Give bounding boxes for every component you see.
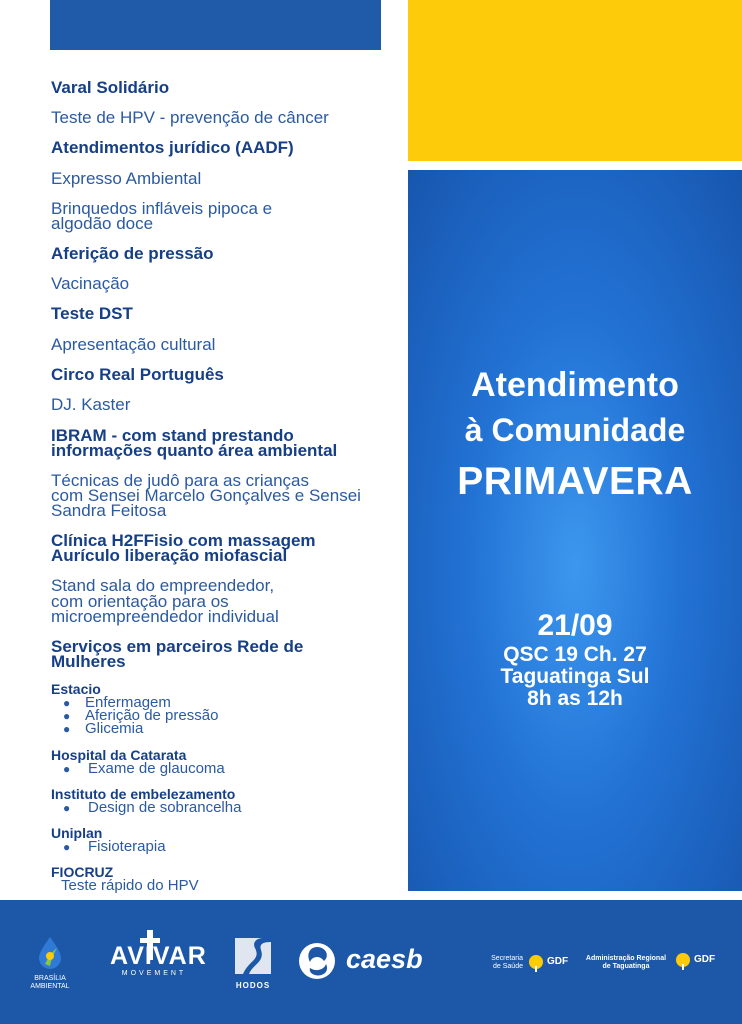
service-item: Serviços em parceiros Rede de xyxy=(51,637,304,656)
partner-estacio: Estacio xyxy=(51,681,101,697)
avivar-text: AVIVAR xyxy=(110,942,207,970)
service-item: Atendimentos jurídico (AADF) xyxy=(51,138,294,157)
secretaria-saude-text xyxy=(478,955,523,971)
service-item: Aurículo liberação miofascial xyxy=(51,546,288,565)
service-item: Stand sala do empreendedor, xyxy=(51,576,275,595)
ipe-tree-icon xyxy=(527,954,545,972)
event-time: 8h as 12h xyxy=(527,687,623,710)
event-date: 21/09 xyxy=(537,609,613,642)
headline-line-3: PRIMAVERA xyxy=(457,460,693,503)
gdf-logo xyxy=(527,952,573,974)
service-item: Apresentação cultural xyxy=(51,335,216,354)
partner-service: Enfermagem xyxy=(85,694,171,711)
service-item: Sandra Feitosa xyxy=(51,501,167,520)
gdf-logo xyxy=(674,950,720,972)
caesb-swirl-icon xyxy=(298,942,336,980)
bullet-icon: ● xyxy=(63,801,71,815)
headline-line-1: Atendimento xyxy=(471,366,679,404)
partner-embelezamento: Instituto de embelezamento xyxy=(51,786,236,802)
bullet-icon: ● xyxy=(63,840,71,854)
service-item: DJ. Kaster xyxy=(51,395,131,414)
brasilia-ambiental-logo xyxy=(28,936,72,991)
gdf-text: GDF xyxy=(694,954,716,965)
sponsor-footer xyxy=(0,900,742,1024)
partner-service: Teste rápido do HPV xyxy=(61,877,199,894)
service-item: com orientação para os xyxy=(51,592,229,611)
caesb-text: caesb xyxy=(346,944,423,974)
partner-uniplan: Uniplan xyxy=(51,825,103,841)
service-item: informações quanto área ambiental xyxy=(51,441,338,460)
secretaria-text: Secretaria xyxy=(491,955,523,962)
service-item: algodão doce xyxy=(51,214,154,233)
bullet-icon: ● xyxy=(63,722,71,736)
movement-text: MOVEMENT xyxy=(121,970,187,977)
service-item: Teste de HPV - prevenção de câncer xyxy=(51,108,329,127)
ipe-tree-icon xyxy=(674,952,692,970)
service-item: Brinquedos infláveis pipoca e xyxy=(51,199,273,218)
service-item: com Sensei Marcelo Gonçalves e Sensei xyxy=(51,486,361,505)
partner-catarata: Hospital da Catarata xyxy=(51,747,187,763)
partner-service: Exame de glaucoma xyxy=(88,760,225,777)
service-item: Teste DST xyxy=(51,304,133,323)
partner-fiocruz: FIOCRUZ xyxy=(51,864,114,880)
service-item: IBRAM - com stand prestando xyxy=(51,426,294,445)
bullet-icon: ● xyxy=(63,762,71,776)
service-item: Técnicas de judô para as crianças xyxy=(51,471,309,490)
service-item: Varal Solidário xyxy=(51,78,170,97)
hodos-logo xyxy=(235,938,271,990)
service-item: Vacinação xyxy=(51,274,130,293)
administracao-regional-text xyxy=(583,955,669,971)
partner-service: Aferição de pressão xyxy=(85,707,219,724)
partner-service: Glicemia xyxy=(85,720,144,737)
yellow-block xyxy=(408,0,742,161)
event-city: Taguatinga Sul xyxy=(500,665,650,688)
gdf-text: GDF xyxy=(547,956,569,967)
partner-service: Fisioterapia xyxy=(88,838,166,855)
saude-text: de Saúde xyxy=(493,963,523,970)
service-item: Circo Real Português xyxy=(51,365,224,384)
administracao-text: Administração Regional xyxy=(585,955,667,962)
taguatinga-text: de Taguatinga xyxy=(602,963,650,970)
hodos-road-icon xyxy=(235,938,271,974)
top-blue-bar xyxy=(50,0,381,50)
event-address: QSC 19 Ch. 27 xyxy=(503,643,647,666)
leaf-drop-icon xyxy=(37,936,63,970)
service-item: Clínica H2FFisio com massagem xyxy=(51,531,316,550)
brasilia-text: BRASÍLIA xyxy=(34,975,66,982)
service-item: Aferição de pressão xyxy=(51,244,214,263)
caesb-logo xyxy=(298,942,423,982)
service-item: microempreendedor individual xyxy=(51,607,279,626)
bullet-icon: ● xyxy=(63,696,71,710)
service-item: Mulheres xyxy=(51,652,126,671)
hodos-text: HODOS xyxy=(235,981,271,990)
bullet-icon: ● xyxy=(63,709,71,723)
headline-line-2: à Comunidade xyxy=(464,412,686,448)
hero-panel xyxy=(408,170,742,891)
partner-service: Design de sobrancelha xyxy=(88,799,242,816)
ambiental-text: AMBIENTAL xyxy=(30,983,70,990)
service-item: Expresso Ambiental xyxy=(51,169,202,188)
